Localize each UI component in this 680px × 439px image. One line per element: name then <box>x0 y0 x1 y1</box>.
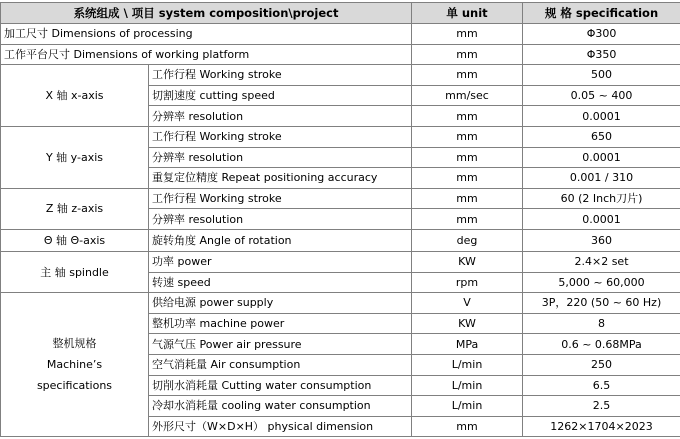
machine-item-value: 1262×1704×2023 <box>523 416 680 437</box>
spindle-item-unit: KW <box>412 251 523 272</box>
header-specification: 规 格 specification <box>523 3 680 24</box>
header-project: 系统组成 \ 项目 system composition\project <box>1 3 412 24</box>
machine-item-name: 整机功率 machine power <box>149 313 412 334</box>
spindle-label: 主 轴 spindle <box>1 251 149 292</box>
machine-item-unit: L/min <box>412 396 523 417</box>
platform-label: 工作平台尺寸 Dimensions of working platform <box>1 44 412 65</box>
spindle-item-name: 功率 power <box>149 251 412 272</box>
x-axis-label: X 轴 x-axis <box>1 65 149 127</box>
platform-unit: mm <box>412 44 523 65</box>
spindle-item-name: 转速 speed <box>149 272 412 293</box>
platform-value: Φ350 <box>523 44 680 65</box>
machine-item-unit: L/min <box>412 375 523 396</box>
y-axis-item-name: 分辨率 resolution <box>149 147 412 168</box>
machine-item-value: 0.6 ~ 0.68MPa <box>523 334 680 355</box>
machine-item-unit: KW <box>412 313 523 334</box>
header-unit: 单 unit <box>412 3 523 24</box>
machine-item-name: 空气消耗量 Air consumption <box>149 354 412 375</box>
machine-item-value: 2.5 <box>523 396 680 417</box>
machine-item-unit: MPa <box>412 334 523 355</box>
x-axis-item-name: 工作行程 Working stroke <box>149 65 412 86</box>
theta-axis-row <box>1 229 680 251</box>
machine-item-value: 250 <box>523 354 680 375</box>
machine-item-unit: mm <box>412 416 523 437</box>
row-platform <box>1 44 680 65</box>
machine-label-en-2: specifications <box>36 379 113 393</box>
spindle-row <box>1 251 680 272</box>
y-axis-item-unit: mm <box>412 147 523 168</box>
z-axis-item-unit: mm <box>412 188 523 209</box>
spindle-item-value: 2.4×2 set <box>523 251 680 272</box>
z-axis-item-unit: mm <box>412 209 523 230</box>
machine-item-value: 8 <box>523 313 680 334</box>
machine-item-value: 6.5 <box>523 375 680 396</box>
theta-axis-item-name: 旋转角度 Angle of rotation <box>149 229 412 251</box>
machine-label <box>1 293 149 437</box>
theta-axis-label: Θ 轴 Θ-axis <box>1 229 149 251</box>
machine-item-name: 切削水消耗量 Cutting water consumption <box>149 375 412 396</box>
machine-label-lines <box>37 333 112 396</box>
machine-row <box>1 293 680 314</box>
row-processing <box>1 24 680 45</box>
machine-item-name: 气源气压 Power air pressure <box>149 334 412 355</box>
y-axis-item-value: 0.0001 <box>523 147 680 168</box>
x-axis-item-name: 切割速度 cutting speed <box>149 85 412 106</box>
spindle-item-value: 5,000 ~ 60,000 <box>523 272 680 293</box>
x-axis-item-value: 500 <box>523 65 680 86</box>
y-axis-item-name: 重复定位精度 Repeat positioning accuracy <box>149 168 412 189</box>
y-axis-item-name: 工作行程 Working stroke <box>149 126 412 147</box>
z-axis-item-name: 工作行程 Working stroke <box>149 188 412 209</box>
y-axis-item-value: 0.001 / 310 <box>523 168 680 189</box>
z-axis-label: Z 轴 z-axis <box>1 188 149 229</box>
processing-unit: mm <box>412 24 523 45</box>
y-axis-label: Y 轴 y-axis <box>1 126 149 188</box>
x-axis-row <box>1 65 680 86</box>
machine-item-value: 3P，220 (50 ~ 60 Hz) <box>523 293 680 314</box>
y-axis-row <box>1 126 680 147</box>
z-axis-item-name: 分辨率 resolution <box>149 209 412 230</box>
y-axis-item-unit: mm <box>412 126 523 147</box>
header-row <box>1 3 680 24</box>
y-axis-item-unit: mm <box>412 168 523 189</box>
machine-item-name: 供给电源 power supply <box>149 293 412 314</box>
spindle-item-unit: rpm <box>412 272 523 293</box>
machine-label-zh: 整机规格 <box>52 337 97 351</box>
x-axis-item-value: 0.0001 <box>523 106 680 127</box>
machine-item-unit: V <box>412 293 523 314</box>
x-axis-item-unit: mm <box>412 65 523 86</box>
z-axis-item-value: 60 (2 Inch刀片) <box>523 188 680 209</box>
machine-item-name: 冷却水消耗量 cooling water consumption <box>149 396 412 417</box>
theta-axis-item-value: 360 <box>523 229 680 251</box>
machine-label-en-1: Machine’s <box>46 358 103 372</box>
machine-item-unit: L/min <box>412 354 523 375</box>
processing-value: Φ300 <box>523 24 680 45</box>
z-axis-row <box>1 188 680 209</box>
theta-axis-item-unit: deg <box>412 229 523 251</box>
x-axis-item-unit: mm/sec <box>412 85 523 106</box>
z-axis-item-value: 0.0001 <box>523 209 680 230</box>
x-axis-item-name: 分辨率 resolution <box>149 106 412 127</box>
x-axis-item-unit: mm <box>412 106 523 127</box>
y-axis-item-value: 650 <box>523 126 680 147</box>
specification-table <box>0 2 680 437</box>
x-axis-item-value: 0.05 ~ 400 <box>523 85 680 106</box>
machine-item-name: 外形尺寸（W×D×H） physical dimension <box>149 416 412 437</box>
processing-label: 加工尺寸 Dimensions of processing <box>1 24 412 45</box>
